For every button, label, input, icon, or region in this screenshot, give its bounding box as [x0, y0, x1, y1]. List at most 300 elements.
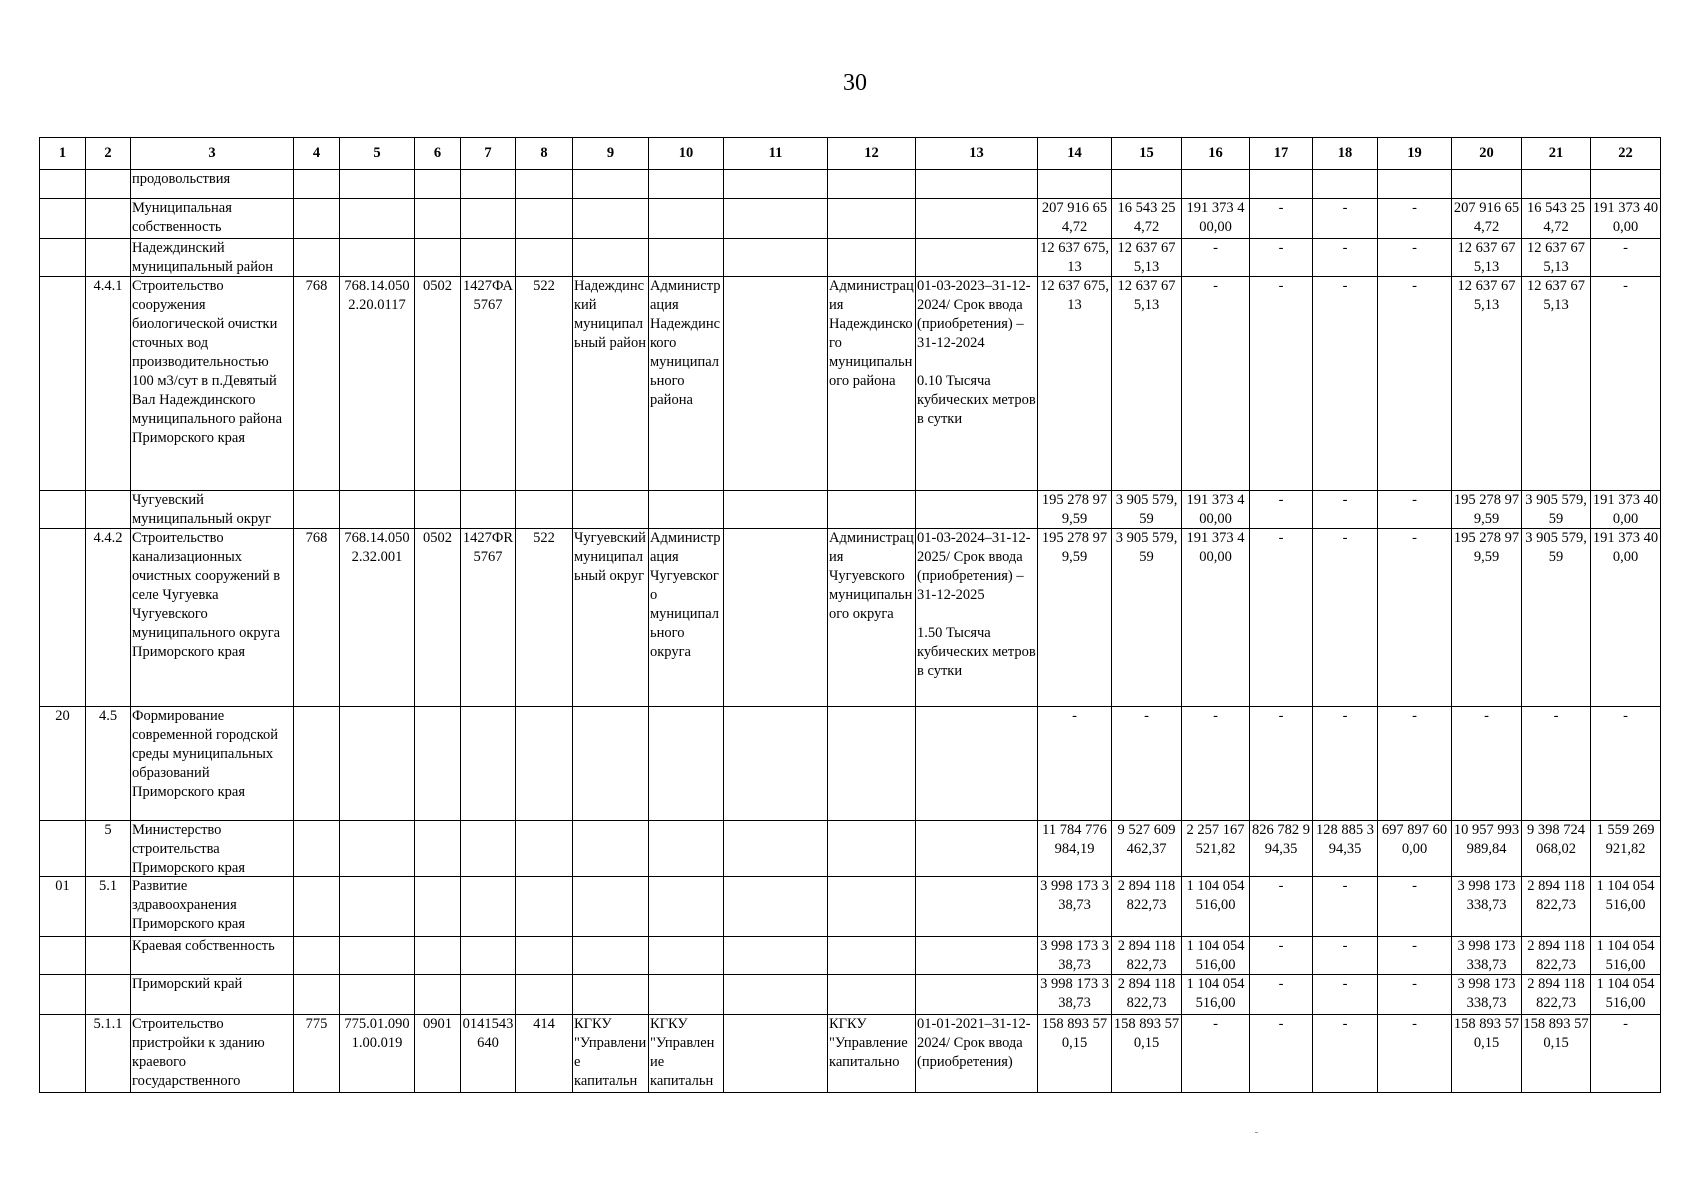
- cell-col-4: [294, 170, 340, 199]
- cell-col-11: [724, 170, 828, 199]
- cell-col-3: Муниципальная собственность: [131, 199, 294, 239]
- cell-col-22: 1 559 269 921,82: [1591, 821, 1661, 877]
- cell-col-13: [916, 170, 1038, 199]
- cell-col-17: -: [1250, 1015, 1313, 1093]
- cell-col-14: 207 916 654,72: [1038, 199, 1112, 239]
- cell-col-1: 20: [40, 707, 86, 821]
- cell-col-20: 12 637 675,13: [1452, 239, 1522, 277]
- cell-col-10: [649, 937, 724, 975]
- cell-col-18: -: [1313, 239, 1378, 277]
- cell-col-21: 2 894 118 822,73: [1522, 937, 1591, 975]
- cell-col-18: 128 885 394,35: [1313, 821, 1378, 877]
- cell-col-8: [516, 491, 573, 529]
- cell-col-17: -: [1250, 239, 1313, 277]
- column-header-8: 8: [516, 138, 573, 170]
- column-header-20: 20: [1452, 138, 1522, 170]
- cell-col-6: [415, 937, 461, 975]
- cell-col-5: [340, 170, 415, 199]
- column-header-1: 1: [40, 138, 86, 170]
- cell-col-22: 191 373 400,00: [1591, 529, 1661, 707]
- cell-col-17: -: [1250, 937, 1313, 975]
- cell-col-19: -: [1378, 707, 1452, 821]
- column-header-5: 5: [340, 138, 415, 170]
- cell-col-6: [415, 491, 461, 529]
- cell-col-16: -: [1182, 1015, 1250, 1093]
- cell-col-17: -: [1250, 491, 1313, 529]
- cell-col-17: -: [1250, 199, 1313, 239]
- cell-col-13: 01-01-2021–31-12-2024/ Срок ввода (приобретения): [916, 1015, 1038, 1093]
- cell-col-10: [649, 707, 724, 821]
- table-row: [40, 491, 1661, 529]
- cell-col-22: [1591, 170, 1661, 199]
- cell-col-17: -: [1250, 529, 1313, 707]
- cell-col-22: -: [1591, 1015, 1661, 1093]
- cell-col-19: 697 897 600,00: [1378, 821, 1452, 877]
- cell-col-6: 0901: [415, 1015, 461, 1093]
- cell-col-13: [916, 199, 1038, 239]
- cell-col-5: 775.01.0901.00.019: [340, 1015, 415, 1093]
- cell-col-12: [828, 170, 916, 199]
- cell-col-11: [724, 491, 828, 529]
- cell-col-10: [649, 491, 724, 529]
- cell-col-4: 775: [294, 1015, 340, 1093]
- cell-col-15: 3 905 579,59: [1112, 491, 1182, 529]
- cell-col-21: 158 893 570,15: [1522, 1015, 1591, 1093]
- cell-col-3: Строительство пристройки к зданию краевого государственного: [131, 1015, 294, 1093]
- cell-col-11: [724, 1015, 828, 1093]
- cell-col-20: 3 998 173 338,73: [1452, 975, 1522, 1015]
- cell-col-7: [461, 199, 516, 239]
- cell-col-1: [40, 529, 86, 707]
- cell-col-20: 3 998 173 338,73: [1452, 877, 1522, 937]
- cell-col-16: 191 373 400,00: [1182, 529, 1250, 707]
- cell-col-14: 3 998 173 338,73: [1038, 975, 1112, 1015]
- cell-col-20: 10 957 993 989,84: [1452, 821, 1522, 877]
- cell-col-22: 191 373 400,00: [1591, 199, 1661, 239]
- cell-col-7: [461, 821, 516, 877]
- cell-col-1: [40, 239, 86, 277]
- table-row: [40, 821, 1661, 877]
- cell-col-14: 158 893 570,15: [1038, 1015, 1112, 1093]
- cell-col-5: [340, 239, 415, 277]
- cell-col-7: [461, 170, 516, 199]
- cell-col-8: [516, 199, 573, 239]
- cell-col-14: 3 998 173 338,73: [1038, 937, 1112, 975]
- cell-col-3: Формирование современной городской среды муниципальных образований Приморского края: [131, 707, 294, 821]
- cell-col-16: 191 373 400,00: [1182, 491, 1250, 529]
- cell-col-2: 4.5: [86, 707, 131, 821]
- cell-col-13: 01-03-2023–31-12-2024/ Срок ввода (приобретения) – 31-12-2024 0.10 Тысяча кубических метров в сутки: [916, 277, 1038, 491]
- cell-col-2: [86, 199, 131, 239]
- table-row: [40, 239, 1661, 277]
- cell-col-12: [828, 239, 916, 277]
- column-header-9: 9: [573, 138, 649, 170]
- cell-col-6: [415, 239, 461, 277]
- column-header-17: 17: [1250, 138, 1313, 170]
- cell-col-4: 768: [294, 529, 340, 707]
- cell-col-3: Строительство сооружения биологической очистки сточных вод производительностью 100 м3/сут в п.Девятый Вал Надеждинского муниципального района Приморского края: [131, 277, 294, 491]
- column-header-16: 16: [1182, 138, 1250, 170]
- cell-col-5: 768.14.0502.32.001: [340, 529, 415, 707]
- cell-col-8: 522: [516, 277, 573, 491]
- cell-col-21: 2 894 118 822,73: [1522, 877, 1591, 937]
- column-header-13: 13: [916, 138, 1038, 170]
- cell-col-3: продовольствия: [131, 170, 294, 199]
- column-header-22: 22: [1591, 138, 1661, 170]
- cell-col-15: 16 543 254,72: [1112, 199, 1182, 239]
- cell-col-19: -: [1378, 975, 1452, 1015]
- cell-col-13: [916, 975, 1038, 1015]
- cell-col-2: [86, 937, 131, 975]
- cell-col-13: [916, 491, 1038, 529]
- cell-col-17: [1250, 170, 1313, 199]
- cell-col-19: -: [1378, 937, 1452, 975]
- table-row: [40, 170, 1661, 199]
- cell-col-19: -: [1378, 491, 1452, 529]
- cell-col-6: [415, 975, 461, 1015]
- cell-col-21: -: [1522, 707, 1591, 821]
- cell-col-22: -: [1591, 239, 1661, 277]
- cell-col-18: -: [1313, 491, 1378, 529]
- cell-col-6: [415, 707, 461, 821]
- cell-col-16: -: [1182, 707, 1250, 821]
- cell-col-6: [415, 170, 461, 199]
- column-header-21: 21: [1522, 138, 1591, 170]
- cell-col-15: 158 893 570,15: [1112, 1015, 1182, 1093]
- cell-col-14: 11 784 776 984,19: [1038, 821, 1112, 877]
- cell-col-7: 1427ФR5767: [461, 529, 516, 707]
- cell-col-14: -: [1038, 707, 1112, 821]
- cell-col-12: [828, 877, 916, 937]
- cell-col-13: 01-03-2024–31-12-2025/ Срок ввода (приобретения) – 31-12-2025 1.50 Тысяча кубических метров в сутки: [916, 529, 1038, 707]
- cell-col-12: [828, 199, 916, 239]
- cell-col-4: [294, 821, 340, 877]
- cell-col-18: -: [1313, 199, 1378, 239]
- cell-col-6: [415, 199, 461, 239]
- table-row: [40, 529, 1661, 707]
- cell-col-9: Чугуевский муниципальный округ: [573, 529, 649, 707]
- cell-col-19: -: [1378, 1015, 1452, 1093]
- cell-col-7: [461, 707, 516, 821]
- cell-col-1: [40, 491, 86, 529]
- column-header-7: 7: [461, 138, 516, 170]
- cell-col-8: [516, 937, 573, 975]
- cell-col-1: [40, 1015, 86, 1093]
- cell-col-15: -: [1112, 707, 1182, 821]
- cell-col-10: [649, 821, 724, 877]
- cell-col-21: 16 543 254,72: [1522, 199, 1591, 239]
- cell-col-20: -: [1452, 707, 1522, 821]
- cell-col-10: [649, 199, 724, 239]
- cell-col-3: Надеждинский муниципальный район: [131, 239, 294, 277]
- cell-col-5: [340, 937, 415, 975]
- cell-col-9: [573, 199, 649, 239]
- cell-col-19: -: [1378, 877, 1452, 937]
- cell-col-21: 2 894 118 822,73: [1522, 975, 1591, 1015]
- cell-col-9: [573, 975, 649, 1015]
- table-row: [40, 975, 1661, 1015]
- cell-col-15: 2 894 118 822,73: [1112, 877, 1182, 937]
- cell-col-8: [516, 877, 573, 937]
- cell-col-11: [724, 937, 828, 975]
- cell-col-4: [294, 239, 340, 277]
- cell-col-9: [573, 937, 649, 975]
- cell-col-16: 191 373 400,00: [1182, 199, 1250, 239]
- cell-col-22: 1 104 054 516,00: [1591, 937, 1661, 975]
- cell-col-14: 195 278 979,59: [1038, 491, 1112, 529]
- cell-col-2: 5.1.1: [86, 1015, 131, 1093]
- cell-col-7: [461, 937, 516, 975]
- cell-col-5: [340, 199, 415, 239]
- cell-col-11: [724, 277, 828, 491]
- cell-col-5: [340, 975, 415, 1015]
- cell-col-11: [724, 199, 828, 239]
- cell-col-2: 4.4.2: [86, 529, 131, 707]
- cell-col-13: [916, 937, 1038, 975]
- cell-col-9: [573, 170, 649, 199]
- cell-col-18: -: [1313, 1015, 1378, 1093]
- cell-col-6: 0502: [415, 529, 461, 707]
- cell-col-21: 12 637 675,13: [1522, 277, 1591, 491]
- cell-col-1: [40, 170, 86, 199]
- cell-col-8: [516, 975, 573, 1015]
- cell-col-16: -: [1182, 239, 1250, 277]
- cell-col-2: 5.1: [86, 877, 131, 937]
- cell-col-15: 9 527 609 462,37: [1112, 821, 1182, 877]
- cell-col-16: 2 257 167 521,82: [1182, 821, 1250, 877]
- cell-col-9: [573, 707, 649, 821]
- cell-col-3: Развитие здравоохранения Приморского края: [131, 877, 294, 937]
- cell-col-5: 768.14.0502.20.0117: [340, 277, 415, 491]
- cell-col-15: 2 894 118 822,73: [1112, 975, 1182, 1015]
- cell-col-22: -: [1591, 277, 1661, 491]
- table-row: [40, 937, 1661, 975]
- cell-col-22: 191 373 400,00: [1591, 491, 1661, 529]
- cell-col-8: [516, 821, 573, 877]
- cell-col-19: [1378, 170, 1452, 199]
- cell-col-15: 2 894 118 822,73: [1112, 937, 1182, 975]
- cell-col-14: 195 278 979,59: [1038, 529, 1112, 707]
- cell-col-20: [1452, 170, 1522, 199]
- cell-col-7: [461, 239, 516, 277]
- cell-col-20: 3 998 173 338,73: [1452, 937, 1522, 975]
- cell-col-3: Приморский край: [131, 975, 294, 1015]
- cell-col-4: [294, 975, 340, 1015]
- column-header-15: 15: [1112, 138, 1182, 170]
- cell-col-3: Краевая собственность: [131, 937, 294, 975]
- column-header-19: 19: [1378, 138, 1452, 170]
- cell-col-10: Администрация Чугуевского муниципального округа: [649, 529, 724, 707]
- cell-col-11: [724, 529, 828, 707]
- cell-col-19: -: [1378, 199, 1452, 239]
- cell-col-8: [516, 170, 573, 199]
- table-row: [40, 1015, 1661, 1093]
- cell-col-4: [294, 199, 340, 239]
- cell-col-3: Строительство канализационных очистных сооружений в селе Чугуевка Чугуевского муниципального округа Приморского края: [131, 529, 294, 707]
- cell-col-2: [86, 491, 131, 529]
- cell-col-11: [724, 239, 828, 277]
- cell-col-20: 207 916 654,72: [1452, 199, 1522, 239]
- cell-col-20: 195 278 979,59: [1452, 491, 1522, 529]
- cell-col-15: 12 637 675,13: [1112, 277, 1182, 491]
- cell-col-19: -: [1378, 277, 1452, 491]
- cell-col-18: -: [1313, 707, 1378, 821]
- column-header-3: 3: [131, 138, 294, 170]
- cell-col-14: 3 998 173 338,73: [1038, 877, 1112, 937]
- header-row: [40, 138, 1661, 170]
- cell-col-2: 4.4.1: [86, 277, 131, 491]
- cell-col-20: 195 278 979,59: [1452, 529, 1522, 707]
- cell-col-9: [573, 877, 649, 937]
- cell-col-15: [1112, 170, 1182, 199]
- cell-col-18: -: [1313, 937, 1378, 975]
- cell-col-2: [86, 239, 131, 277]
- column-header-2: 2: [86, 138, 131, 170]
- cell-col-7: [461, 877, 516, 937]
- column-header-18: 18: [1313, 138, 1378, 170]
- cell-col-6: [415, 821, 461, 877]
- cell-col-18: -: [1313, 529, 1378, 707]
- cell-col-11: [724, 975, 828, 1015]
- cell-col-1: [40, 821, 86, 877]
- cell-col-13: [916, 821, 1038, 877]
- data-table: [39, 137, 1661, 1093]
- cell-col-10: [649, 877, 724, 937]
- cell-col-7: 1427ФА5767: [461, 277, 516, 491]
- cell-col-21: [1522, 170, 1591, 199]
- scan-artifact: [1255, 1132, 1258, 1133]
- cell-col-10: [649, 239, 724, 277]
- cell-col-20: 12 637 675,13: [1452, 277, 1522, 491]
- column-header-6: 6: [415, 138, 461, 170]
- cell-col-7: 0141543640: [461, 1015, 516, 1093]
- cell-col-5: [340, 707, 415, 821]
- cell-col-9: [573, 239, 649, 277]
- cell-col-19: -: [1378, 239, 1452, 277]
- cell-col-14: 12 637 675,13: [1038, 277, 1112, 491]
- table-row: [40, 877, 1661, 937]
- cell-col-21: 3 905 579,59: [1522, 529, 1591, 707]
- cell-col-1: [40, 937, 86, 975]
- cell-col-10: [649, 170, 724, 199]
- cell-col-9: [573, 491, 649, 529]
- cell-col-22: -: [1591, 707, 1661, 821]
- cell-col-2: 5: [86, 821, 131, 877]
- cell-col-13: [916, 707, 1038, 821]
- cell-col-18: -: [1313, 877, 1378, 937]
- cell-col-21: 12 637 675,13: [1522, 239, 1591, 277]
- cell-col-16: 1 104 054 516,00: [1182, 937, 1250, 975]
- table-row: [40, 277, 1661, 491]
- cell-col-16: 1 104 054 516,00: [1182, 975, 1250, 1015]
- cell-col-17: 826 782 994,35: [1250, 821, 1313, 877]
- cell-col-13: [916, 877, 1038, 937]
- cell-col-10: КГКУ "Управление капитальн: [649, 1015, 724, 1093]
- cell-col-4: [294, 877, 340, 937]
- cell-col-16: 1 104 054 516,00: [1182, 877, 1250, 937]
- cell-col-22: 1 104 054 516,00: [1591, 877, 1661, 937]
- column-header-14: 14: [1038, 138, 1112, 170]
- cell-col-13: [916, 239, 1038, 277]
- table-row: [40, 707, 1661, 821]
- page-number: 30: [843, 70, 867, 96]
- cell-col-14: 12 637 675,13: [1038, 239, 1112, 277]
- cell-col-4: [294, 707, 340, 821]
- cell-col-21: 3 905 579,59: [1522, 491, 1591, 529]
- cell-col-8: [516, 239, 573, 277]
- table-row: [40, 199, 1661, 239]
- cell-col-12: Администрация Чугуевского муниципального округа: [828, 529, 916, 707]
- cell-col-21: 9 398 724 068,02: [1522, 821, 1591, 877]
- cell-col-12: КГКУ "Управление капитально: [828, 1015, 916, 1093]
- cell-col-2: [86, 975, 131, 1015]
- cell-col-7: [461, 975, 516, 1015]
- cell-col-5: [340, 821, 415, 877]
- cell-col-3: Министерство строительства Приморского края: [131, 821, 294, 877]
- cell-col-12: [828, 937, 916, 975]
- cell-col-5: [340, 877, 415, 937]
- cell-col-17: -: [1250, 975, 1313, 1015]
- cell-col-15: 12 637 675,13: [1112, 239, 1182, 277]
- cell-col-2: [86, 170, 131, 199]
- cell-col-12: [828, 707, 916, 821]
- column-header-11: 11: [724, 138, 828, 170]
- column-header-12: 12: [828, 138, 916, 170]
- cell-col-7: [461, 491, 516, 529]
- cell-col-9: Надеждинский муниципальный район: [573, 277, 649, 491]
- cell-col-20: 158 893 570,15: [1452, 1015, 1522, 1093]
- table-body: [40, 170, 1661, 1093]
- cell-col-9: КГКУ "Управление капитальн: [573, 1015, 649, 1093]
- column-header-4: 4: [294, 138, 340, 170]
- cell-col-15: 3 905 579,59: [1112, 529, 1182, 707]
- cell-col-6: 0502: [415, 277, 461, 491]
- cell-col-19: -: [1378, 529, 1452, 707]
- cell-col-4: [294, 937, 340, 975]
- cell-col-18: -: [1313, 277, 1378, 491]
- cell-col-16: -: [1182, 277, 1250, 491]
- cell-col-11: [724, 707, 828, 821]
- cell-col-22: 1 104 054 516,00: [1591, 975, 1661, 1015]
- cell-col-6: [415, 877, 461, 937]
- cell-col-18: -: [1313, 975, 1378, 1015]
- cell-col-5: [340, 491, 415, 529]
- cell-col-12: [828, 821, 916, 877]
- cell-col-1: [40, 975, 86, 1015]
- cell-col-12: Администрация Надеждинского муниципального района: [828, 277, 916, 491]
- cell-col-11: [724, 877, 828, 937]
- cell-col-12: [828, 491, 916, 529]
- cell-col-1: 01: [40, 877, 86, 937]
- cell-col-17: -: [1250, 277, 1313, 491]
- cell-col-18: [1313, 170, 1378, 199]
- cell-col-1: [40, 277, 86, 491]
- cell-col-8: [516, 707, 573, 821]
- cell-col-16: [1182, 170, 1250, 199]
- cell-col-11: [724, 821, 828, 877]
- column-header-10: 10: [649, 138, 724, 170]
- cell-col-10: [649, 975, 724, 1015]
- cell-col-8: 522: [516, 529, 573, 707]
- cell-col-17: -: [1250, 877, 1313, 937]
- cell-col-10: Администрация Надеждинского муниципального района: [649, 277, 724, 491]
- cell-col-12: [828, 975, 916, 1015]
- cell-col-17: -: [1250, 707, 1313, 821]
- cell-col-1: [40, 199, 86, 239]
- cell-col-8: 414: [516, 1015, 573, 1093]
- cell-col-4: 768: [294, 277, 340, 491]
- cell-col-14: [1038, 170, 1112, 199]
